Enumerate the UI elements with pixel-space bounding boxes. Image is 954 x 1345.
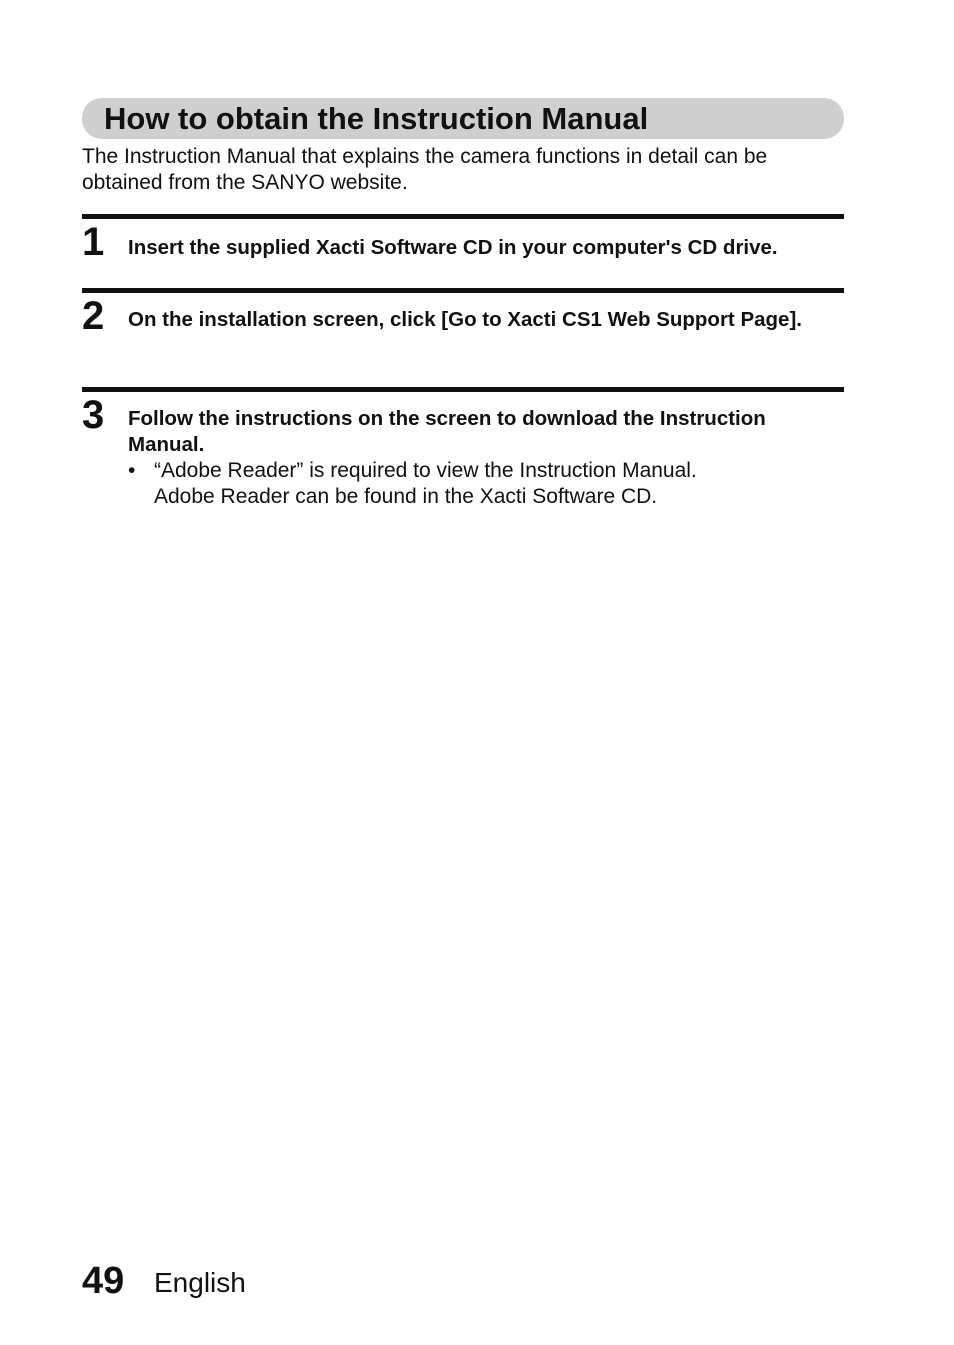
step-number: 3	[82, 393, 105, 437]
note-line: “Adobe Reader” is required to view the Instruction Manual.	[154, 459, 697, 482]
page-number: 49	[82, 1260, 125, 1302]
note-text	[154, 458, 844, 510]
note-line: Adobe Reader can be found in the Xacti Software CD.	[154, 485, 658, 508]
language-label: English	[154, 1267, 246, 1298]
intro-paragraph: The Instruction Manual that explains the camera functions in detail can be obtained from the SANYO website.	[82, 145, 768, 194]
step-text: On the installation screen, click [Go to Xacti CS1 Web Support Page].	[128, 308, 802, 331]
step-divider	[82, 288, 844, 293]
section-heading	[82, 98, 844, 139]
section-title: How to obtain the Instruction Manual	[104, 101, 649, 136]
step-text: Follow the instructions on the screen to download the Instruction Manual.	[128, 407, 766, 456]
bullet-icon: •	[128, 459, 136, 482]
step-number: 2	[82, 294, 105, 338]
step-3	[82, 387, 844, 517]
step-1	[82, 214, 844, 274]
step-number: 1	[82, 220, 105, 264]
step-text: Insert the supplied Xacti Software CD in your computer's CD drive.	[128, 236, 778, 259]
step-note	[128, 458, 844, 510]
step-2	[82, 288, 844, 368]
step-divider	[82, 214, 844, 219]
step-divider	[82, 387, 844, 392]
